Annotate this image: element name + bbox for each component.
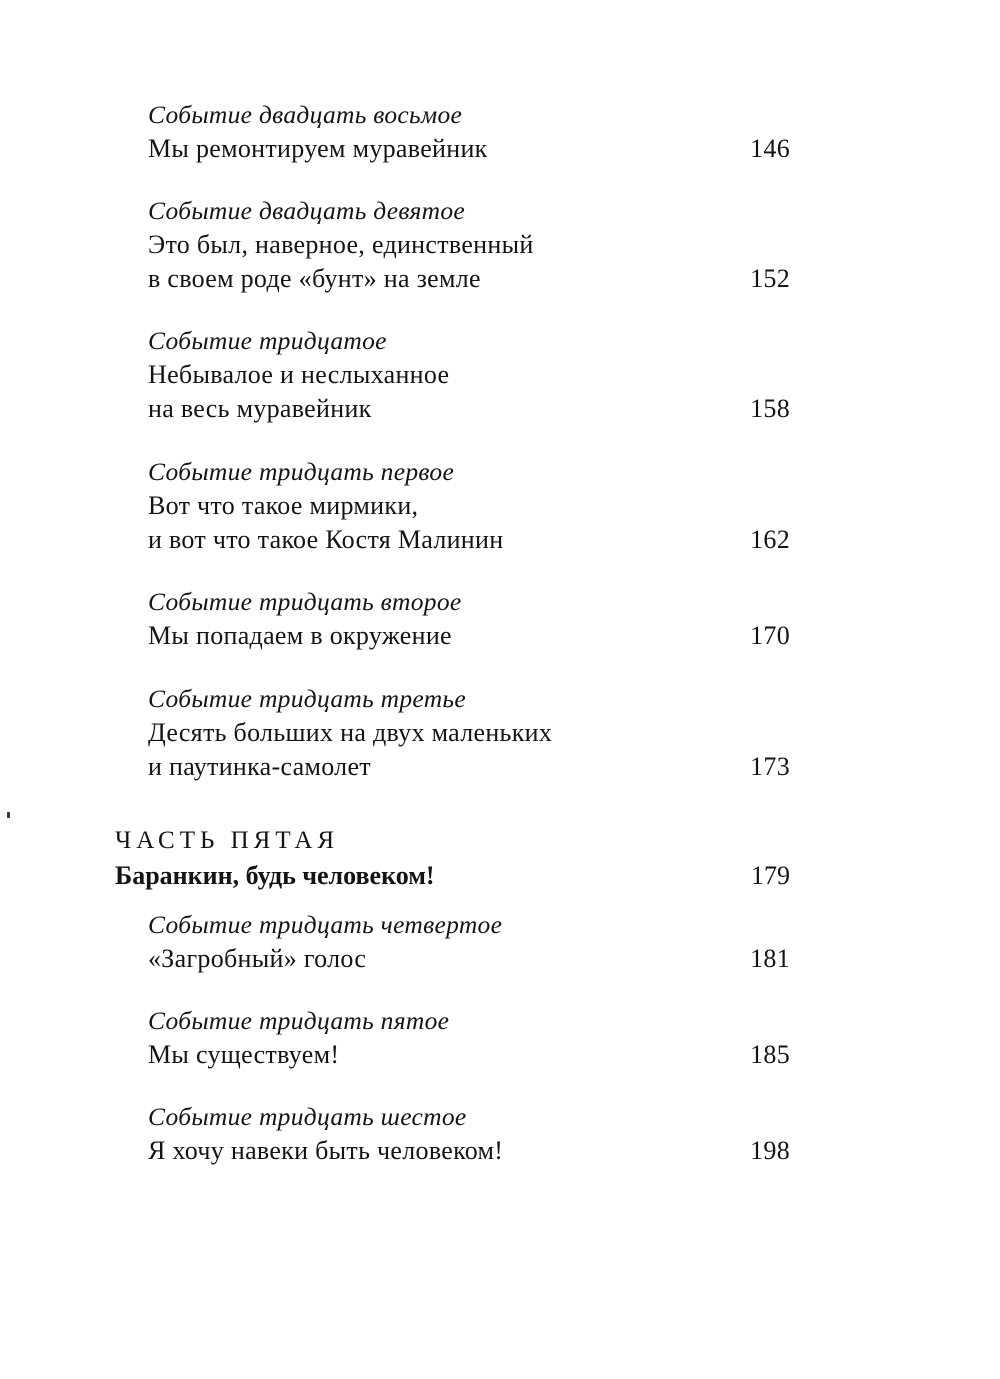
event-heading: Событие тридцать четвертое (148, 910, 503, 939)
chapter-title: в своем роде «бунт» на земле (148, 264, 481, 293)
event-heading: Событие тридцать шестое (148, 1102, 467, 1131)
chapter-title-line (148, 392, 790, 426)
chapter-title: Вот что такое мирмики, (148, 491, 419, 520)
page-number: 179 (751, 861, 790, 890)
chapter-title: Небывалое и неслыханное (148, 360, 450, 389)
page-number: 152 (750, 264, 790, 293)
chapter-title-line (148, 262, 790, 296)
chapter-title-line (148, 523, 790, 557)
page-number: 185 (750, 1040, 790, 1069)
part-label: ЧАСТЬ ПЯТАЯ (115, 827, 340, 854)
page-number: 170 (750, 621, 790, 650)
page-number: 198 (750, 1136, 790, 1165)
page-number: 146 (750, 134, 790, 163)
scan-speck (7, 812, 10, 818)
chapter-title: Мы ремонтируем муравейник (148, 134, 488, 163)
chapter-title: и паутинка-самолет (148, 752, 371, 781)
chapter-title: Я хочу навеки быть человеком! (148, 1136, 504, 1165)
chapter-title: и вот что такое Костя Малинин (148, 525, 504, 554)
chapter-title-line (148, 619, 790, 653)
event-heading: Событие тридцать пятое (148, 1006, 450, 1035)
chapter-title: Десять больших на двух маленьких (148, 718, 553, 747)
page-number: 173 (750, 752, 790, 781)
chapter-title: Это был, наверное, единственный (148, 230, 534, 259)
page-number: 181 (750, 944, 790, 973)
chapter-title: Мы существуем! (148, 1040, 340, 1069)
event-heading: Событие тридцать первое (148, 457, 455, 486)
part-title-line (115, 859, 790, 893)
event-heading: Событие тридцать второе (148, 587, 462, 616)
part-title: Баранкин, будь человеком! (115, 861, 435, 890)
event-heading: Событие двадцать девятое (148, 196, 465, 225)
chapter-title-line (148, 132, 790, 166)
chapter-title-line (148, 750, 790, 784)
chapter-title-line (148, 942, 790, 976)
event-heading: Событие тридцатое (148, 326, 387, 355)
page-number: 162 (750, 525, 790, 554)
chapter-title: на весь муравейник (148, 394, 372, 423)
chapter-title: «Загробный» голос (148, 944, 367, 973)
chapter-title: Мы попадаем в окружение (148, 621, 452, 650)
event-heading: Событие двадцать восьмое (148, 100, 463, 129)
event-heading: Событие тридцать третье (148, 684, 466, 713)
page-number: 158 (750, 394, 790, 423)
chapter-title-line (148, 1038, 790, 1072)
chapter-title-line (148, 1134, 790, 1168)
